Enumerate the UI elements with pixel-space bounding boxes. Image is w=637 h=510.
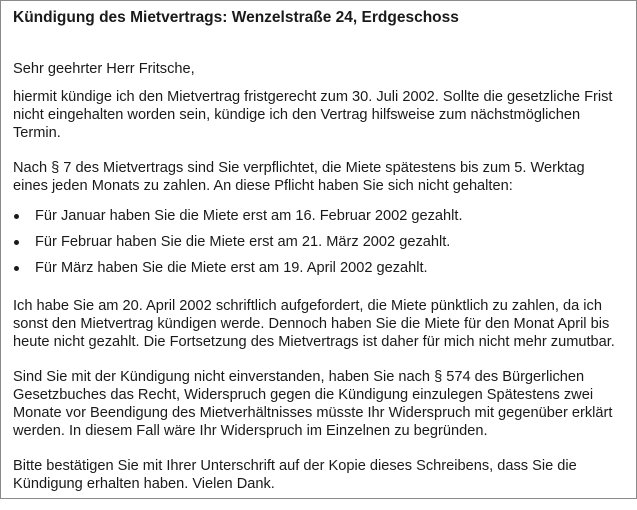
list-item: [13, 233, 623, 251]
list-item-text: Für März haben Sie die Miete erst am 19. April 2002 gezahlt.: [35, 260, 428, 276]
bullet-icon: [14, 214, 19, 219]
paragraph-objection-rights: Sind Sie mit der Kündigung nicht einverstanden, haben Sie nach § 574 des Bürgerlichen Gesetzbuches das Recht, Widerspruch gegen die Kündigung einzulegen Spätestens zwei Monate vor Beendigung des Mietverhältnisses müsste Ihr Widerspruch mit gegenüber erklärt werden. In diesem Fall wäre Ihr Widerspruch im Einzelnen zu begründen.: [13, 369, 613, 439]
bullet-icon: [14, 266, 19, 271]
paragraph-confirmation: Bitte bestätigen Sie mit Ihrer Unterschrift auf der Kopie dieses Schreibens, dass Sie die Kündigung erhalten haben. Vielen Dank.: [13, 458, 577, 492]
list-item-text: Für Januar haben Sie die Miete erst am 16. Februar 2002 gezahlt.: [35, 208, 463, 224]
letter-document: [13, 8, 623, 510]
paragraph-payment-obligation: Nach § 7 des Mietvertrags sind Sie verpflichtet, die Miete spätestens bis zum 5. Werktag eines jeden Monats zu zahlen. An diese Pflicht haben Sie sich nicht gehalten:: [13, 160, 585, 194]
paragraph-reminder: Ich habe Sie am 20. April 2002 schriftlich aufgefordert, die Miete pünktlich zu zahlen, da ich sonst den Mietvertrag kündigen werde. Dennoch haben Sie die Miete für den Monat April bis heute nicht gezahlt. Die Fortsetzung des Mietvertrags ist daher für mich nicht mehr zumutbar.: [13, 298, 615, 350]
list-item-text: Für Februar haben Sie die Miete erst am 21. März 2002 gezahlt.: [35, 234, 451, 250]
bullet-icon: [14, 240, 19, 245]
paragraph-termination: hiermit kündige ich den Mietvertrag fristgerecht zum 30. Juli 2002. Sollte die gesetzliche Frist nicht eingehalten worden sein, kündige ich den Vertrag hilfsweise zum nächstmöglichen Termin.: [13, 89, 613, 141]
list-item: [13, 207, 623, 225]
salutation: Sehr geehrter Herr Fritsche,: [13, 61, 195, 77]
late-payment-list: [13, 207, 623, 277]
letter-title: Kündigung des Mietvertrags: Wenzelstraße 24, Erdgeschoss: [13, 9, 459, 26]
list-item: [13, 259, 623, 277]
